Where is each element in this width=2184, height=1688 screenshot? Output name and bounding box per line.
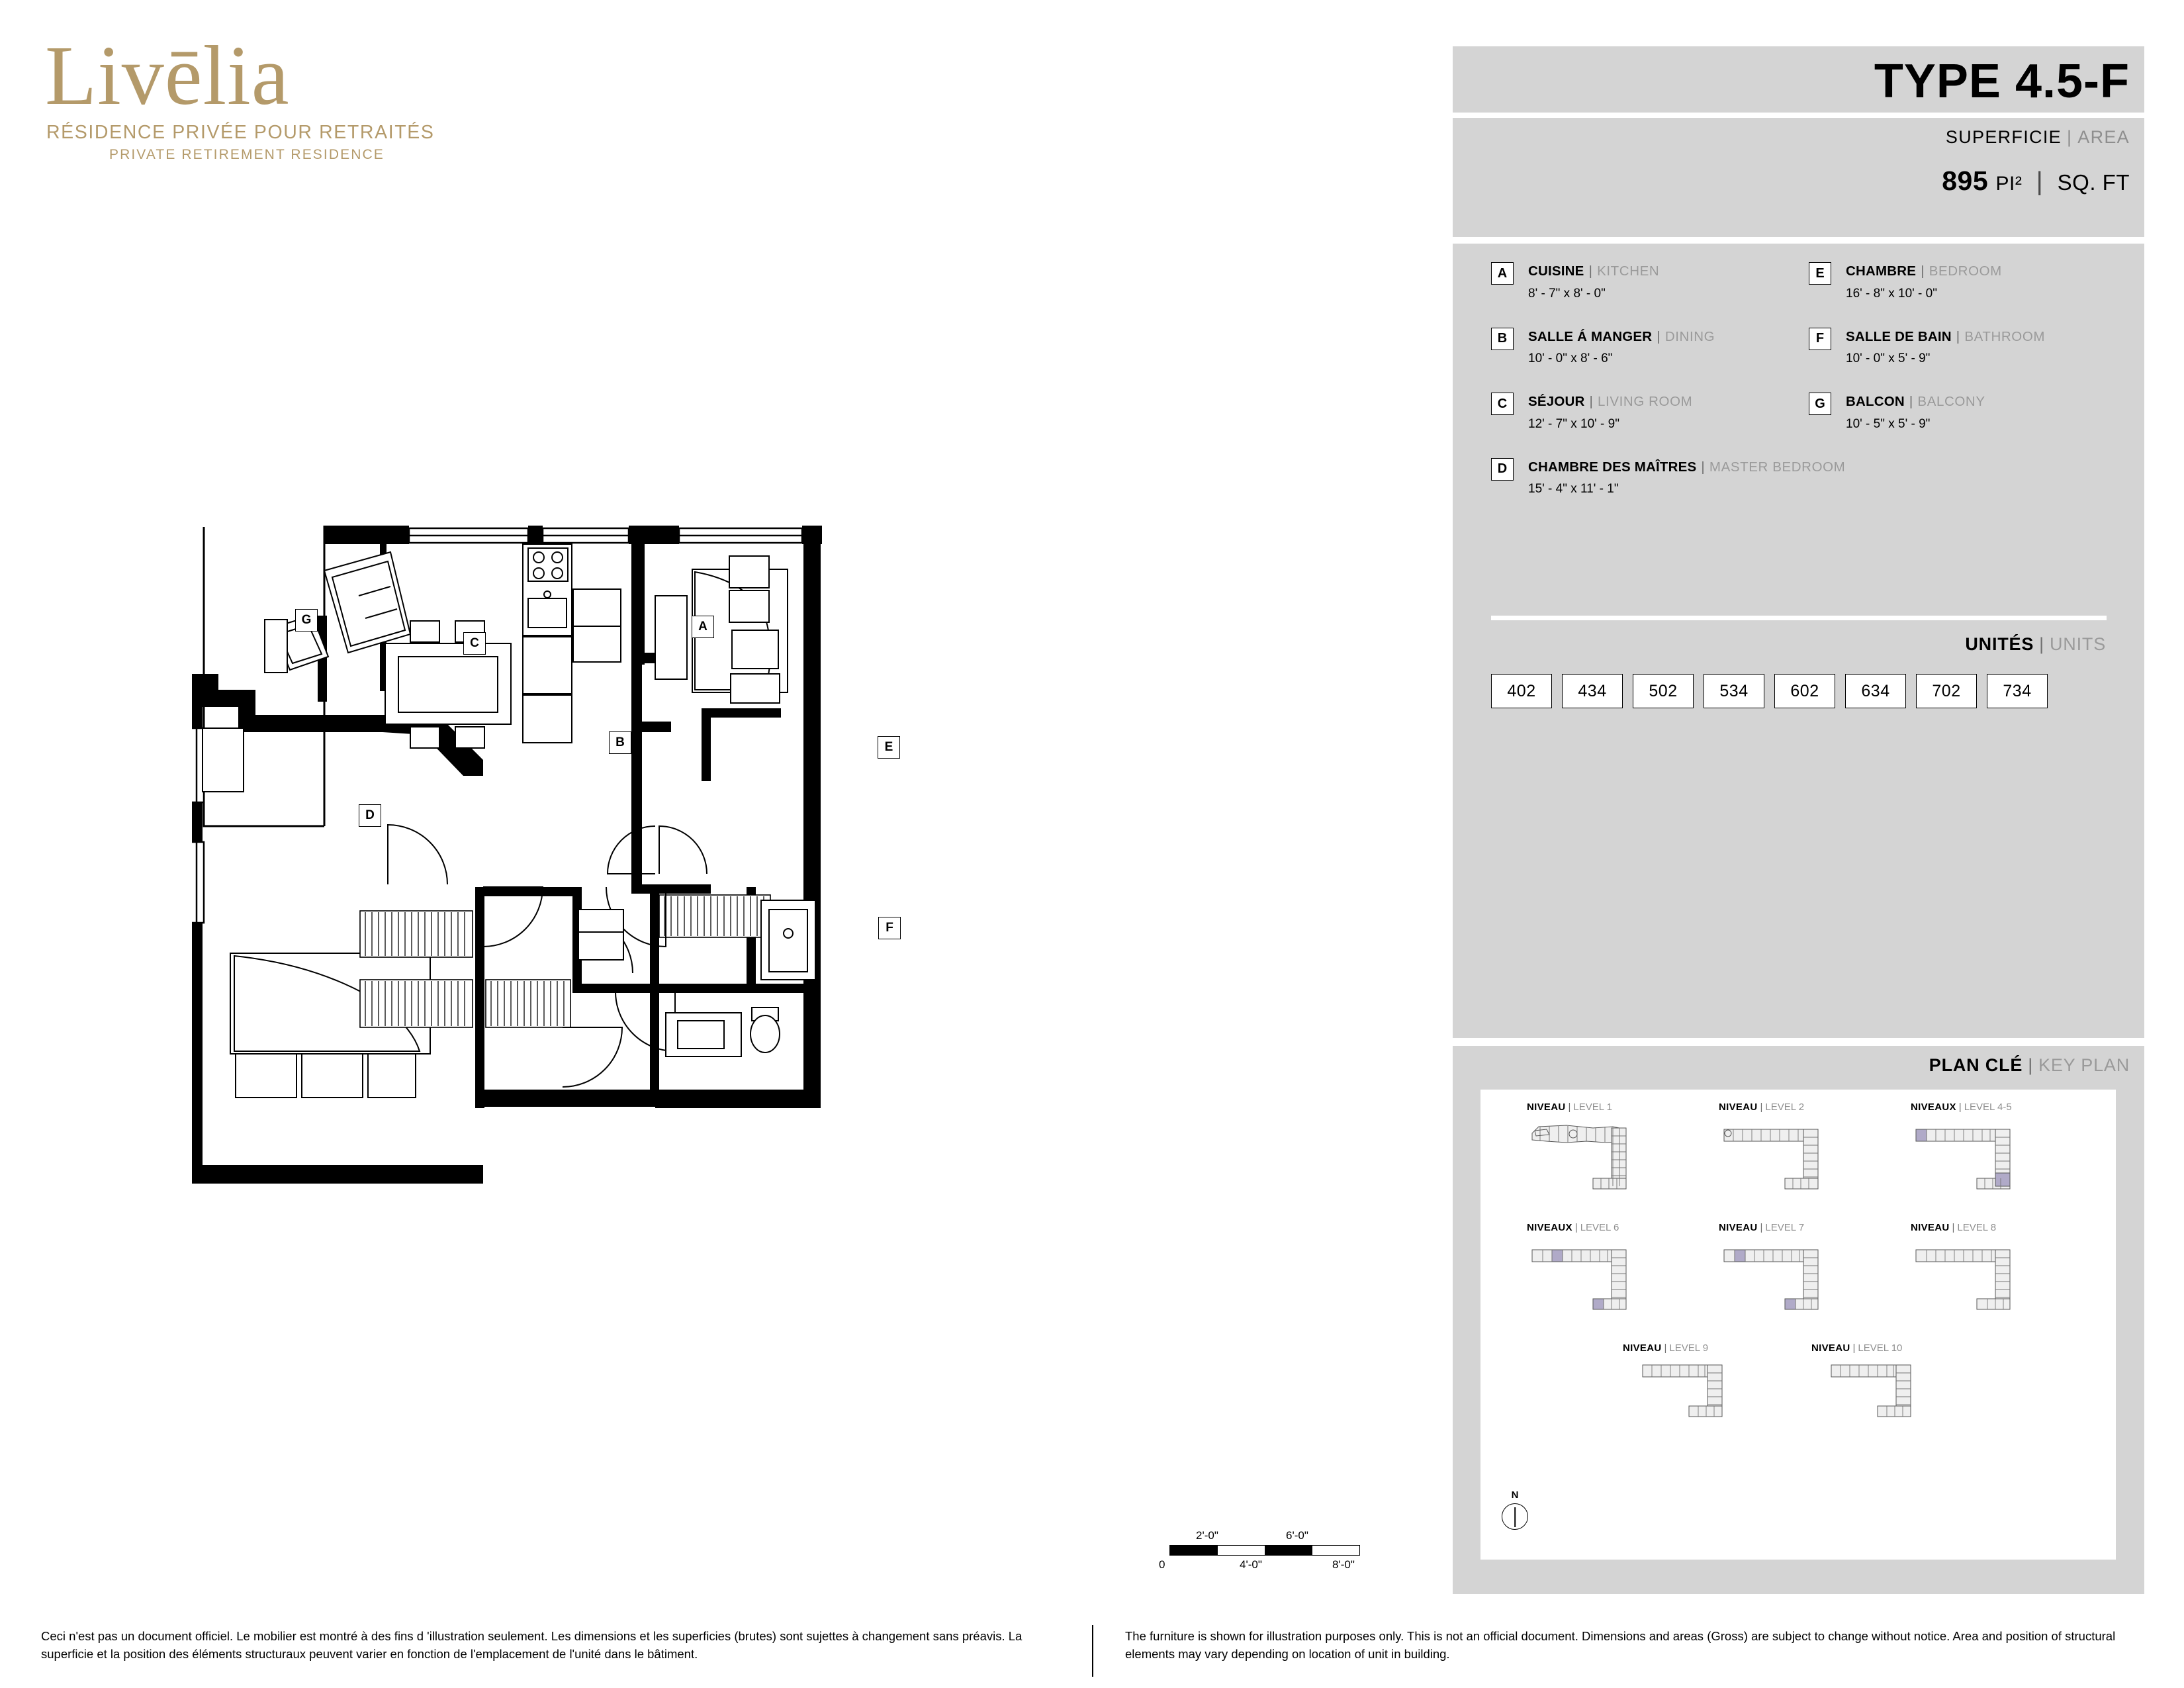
legend-dims-c: 12' - 7" x 10' - 9" [1528, 416, 1619, 431]
room-tag-b: B [609, 731, 631, 754]
scale-tick-8ft: 8'-0" [1332, 1558, 1355, 1571]
footer [0, 1625, 2184, 1688]
legend-key-g: G [1809, 393, 1831, 415]
legend-key-a: A [1491, 262, 1514, 285]
area-value: 895 [1942, 165, 1989, 196]
footer-divider [1092, 1625, 1093, 1677]
unit-chip[interactable]: 402 [1491, 674, 1552, 708]
legend-key-c: C [1491, 393, 1514, 415]
legend-column-right [1809, 263, 2093, 459]
brand-logo [40, 28, 490, 163]
legend-name-en: BEDROOM [1929, 263, 2002, 279]
unit-chip[interactable]: 434 [1562, 674, 1623, 708]
scale-tick-2ft: 2'-0" [1196, 1529, 1218, 1542]
units-list [1491, 674, 2048, 708]
keyplan-level-8[interactable] [1911, 1222, 2043, 1321]
legend-names-g: BALCON | BALCONY [1846, 394, 1985, 410]
keyplan-level-label: NIVEAUX | LEVEL 4-5 [1911, 1102, 2012, 1113]
compass-icon [1495, 1489, 1535, 1542]
legend-item-f [1809, 329, 2093, 367]
legend-name-en: BALCONY [1917, 394, 1985, 410]
brand-wordmark-text: Livēlia [45, 28, 290, 122]
legend-names-c: SÉJOUR | LIVING ROOM [1528, 394, 1693, 410]
brand-tagline-en: PRIVATE RETIREMENT RESIDENCE [109, 147, 385, 162]
legend-name-en: KITCHEN [1597, 263, 1660, 279]
scale-bar-top-labels [1155, 1529, 1373, 1544]
legend-item-a [1491, 263, 1809, 301]
scale-tick-6ft: 6'-0" [1286, 1529, 1308, 1542]
keyplan-level-label: NIVEAU | LEVEL 10 [1811, 1342, 1903, 1354]
legend-dims-b: 10' - 0" x 8' - 6" [1528, 352, 1613, 366]
room-tag-d: D [359, 804, 381, 827]
keyplan-level-label: NIVEAU | LEVEL 2 [1719, 1102, 1805, 1113]
keyplan-level-figure [1623, 1356, 1755, 1432]
unit-chip[interactable]: 534 [1704, 674, 1764, 708]
footer-disclaimer-fr: Ceci n'est pas un document officiel. Le mobilier est montré à des fins d 'illustration seulement. Les dimensions et les superficies (brutes) sont sujettes à changement sans préavis. La superficie et la position des éléments structuraux peuvent varier en fonction de l'emplacement de l'unité dans le bâtiment. [41, 1629, 1023, 1661]
area-label: SUPERFICIE | AREA [1945, 127, 2130, 147]
room-tag-e: E [878, 736, 900, 759]
compass-north-label: N [1511, 1489, 1519, 1501]
unit-chip[interactable]: 734 [1987, 674, 2048, 708]
keyplan-level-9[interactable] [1623, 1342, 1755, 1432]
floor-plan-svg [192, 516, 1317, 1297]
brand-wordmark [40, 28, 490, 122]
keyplan-level-figure [1527, 1235, 1659, 1321]
area-unit-fr: PI² [1995, 173, 2023, 195]
scale-bar-graphic [1169, 1545, 1360, 1556]
legend-name-en: LIVING ROOM [1598, 394, 1693, 410]
keyplan-level-figure [1719, 1235, 1851, 1321]
brand-tagline-fr: RÉSIDENCE PRIVÉE POUR RETRAITÉS [46, 122, 435, 143]
keyplan-level-1[interactable] [1527, 1102, 1659, 1201]
keyplan-level-figure [1811, 1356, 1944, 1432]
units-title-en: UNITS [2050, 634, 2106, 654]
keyplan-level-7[interactable] [1719, 1222, 1851, 1321]
legend-item-g [1809, 394, 2093, 432]
legend-name-en: MASTER BEDROOM [1709, 459, 1846, 475]
keyplan-title-en: KEY PLAN [2038, 1055, 2130, 1075]
legend-names-e: CHAMBRE | BEDROOM [1846, 263, 2002, 279]
legend-dims-f: 10' - 0" x 5' - 9" [1846, 352, 1931, 366]
scale-tick-4ft: 4'-0" [1240, 1558, 1262, 1571]
keyplan-level-label: NIVEAU | LEVEL 8 [1911, 1222, 1997, 1233]
legend-column-left [1491, 263, 1846, 524]
keyplan-level-figure [1911, 1235, 2043, 1321]
keyplan-canvas [1480, 1090, 2116, 1560]
scale-bar [1155, 1529, 1373, 1575]
legend-name-en: DINING [1664, 328, 1715, 344]
legend-key-f: F [1809, 328, 1831, 350]
legend-name-fr: SÉJOUR [1528, 394, 1585, 410]
units-divider [1491, 616, 2107, 620]
page-title: TYPE 4.5-F [1874, 55, 2130, 108]
keyplan-title-fr: PLAN CLÉ [1929, 1055, 2023, 1075]
legend-item-b [1491, 329, 1809, 367]
area-value-row: 895 PI² | SQ. FT [1942, 165, 2130, 196]
footer-disclaimer-en: The furniture is shown for illustration purposes only. This is not an official document. Dimensions and areas (Gross) are subject to change without notice. Area and position of structural elements may vary depending on location of unit in building. [1125, 1629, 2116, 1661]
scale-bar-bottom-labels [1155, 1558, 1373, 1573]
legend-item-e [1809, 263, 2093, 301]
legend-names-a: CUISINE | KITCHEN [1528, 263, 1660, 279]
keyplan-level-figure [1527, 1115, 1659, 1201]
keyplan-level-label: NIVEAU | LEVEL 7 [1719, 1222, 1805, 1233]
area-panel [1453, 118, 2144, 237]
keyplan-level-figure [1911, 1115, 2043, 1201]
legend-names-f: SALLE DE BAIN | BATHROOM [1846, 328, 2046, 344]
legend-names-d: CHAMBRE DES MAÎTRES | MASTER BEDROOM [1528, 459, 1846, 475]
room-tag-c: C [463, 632, 486, 655]
legend-name-fr: CHAMBRE [1846, 263, 1917, 279]
area-label-en: AREA [2077, 127, 2130, 147]
legend-item-d [1491, 459, 1846, 497]
legend-dims-d: 15' - 4" x 11' - 1" [1528, 482, 1619, 496]
keyplan-title: PLAN CLÉ | KEY PLAN [1929, 1055, 2130, 1075]
legend-name-en: BATHROOM [1964, 328, 2046, 344]
units-title: UNITÉS | UNITS [1965, 634, 2106, 654]
legend-dims-a: 8' - 7" x 8' - 0" [1528, 286, 1606, 301]
legend-item-c [1491, 394, 1809, 432]
legend-key-d: D [1491, 458, 1514, 481]
legend-key-e: E [1809, 262, 1831, 285]
keyplan-level-4-5[interactable] [1911, 1102, 2043, 1201]
floor-plan-drawing [192, 516, 1317, 1297]
title-panel [1453, 46, 2144, 113]
room-tag-f: F [878, 917, 901, 939]
legend-name-fr: CHAMBRE DES MAÎTRES [1528, 459, 1697, 475]
legend-panel [1453, 244, 2144, 1038]
legend-name-fr: CUISINE [1528, 263, 1584, 279]
keyplan-level-2[interactable] [1719, 1102, 1851, 1201]
unit-chip[interactable]: 502 [1633, 674, 1694, 708]
legend-name-fr: SALLE Á MANGER [1528, 328, 1653, 344]
keyplan-panel [1453, 1046, 2144, 1594]
keyplan-level-label: NIVEAUX | LEVEL 6 [1527, 1222, 1619, 1233]
keyplan-level-6[interactable] [1527, 1222, 1659, 1321]
room-tag-a: A [692, 616, 714, 638]
legend-names-b: SALLE Á MANGER | DINING [1528, 328, 1715, 344]
keyplan-level-figure [1719, 1115, 1851, 1201]
keyplan-level-label: NIVEAU | LEVEL 9 [1623, 1342, 1709, 1354]
legend-dims-g: 10' - 5" x 5' - 9" [1846, 416, 1931, 431]
legend-name-fr: BALCON [1846, 394, 1905, 410]
area-label-fr: SUPERFICIE [1945, 127, 2062, 147]
scale-tick-0: 0 [1159, 1558, 1165, 1571]
units-title-fr: UNITÉS [1965, 634, 2034, 654]
legend-dims-e: 16' - 8" x 10' - 0" [1846, 286, 1937, 301]
room-tag-g: G [295, 609, 318, 632]
legend-key-b: B [1491, 328, 1514, 350]
unit-chip[interactable]: 602 [1774, 674, 1835, 708]
area-unit-en: SQ. FT [2057, 170, 2130, 195]
unit-chip[interactable]: 634 [1845, 674, 1906, 708]
unit-chip[interactable]: 702 [1916, 674, 1977, 708]
keyplan-level-label: NIVEAU | LEVEL 1 [1527, 1102, 1613, 1113]
legend-name-fr: SALLE DE BAIN [1846, 328, 1952, 344]
keyplan-level-10[interactable] [1811, 1342, 1944, 1432]
